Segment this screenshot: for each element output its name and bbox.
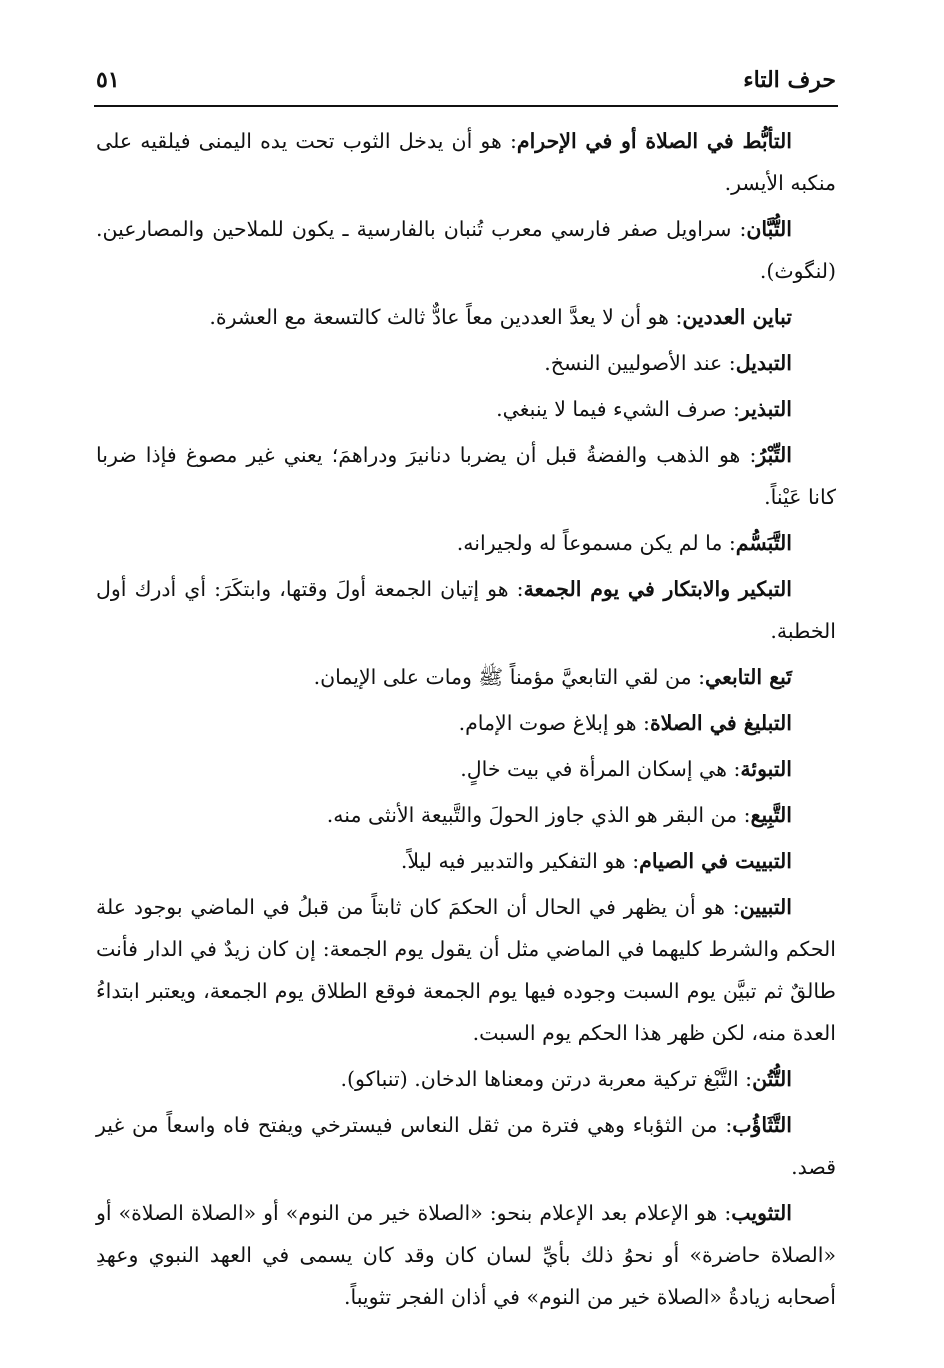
entry-definition: : من الثؤباء وهي فترة من ثقل النعاس فيسترخي ويفتح فاه واسعاً من غير قصد. (96, 1113, 836, 1179)
page-header (96, 62, 836, 102)
entry-term: تَبع التابعي (705, 665, 792, 689)
page-number: ٥١ (96, 67, 120, 93)
entry-definition: : هو الذهب والفضةُ قبل أن يضربا دنانيرَ ودراهمَ؛ يعني غير مصوغ فإذا ضربا كانا عَيْناً. (96, 443, 836, 509)
dictionary-entry (96, 208, 836, 292)
dictionary-entry (96, 1058, 836, 1100)
dictionary-entry (96, 434, 836, 518)
entry-definition: : هو إتيان الجمعة أولَ وقتها، وابتكَرَ: أي أدرك أول الخطبة. (96, 577, 836, 643)
dictionary-entries (96, 120, 836, 1322)
entry-definition: : عند الأصوليين النسخ. (544, 351, 736, 375)
entry-definition: : التَّبْغ تركية معربة درتن ومعناها الدخان. (تنباكو). (340, 1067, 753, 1091)
entry-term: التبليغ في الصلاة (649, 711, 792, 735)
entry-definition: : هو أن لا يعدَّ العددين معاً عادٌّ ثالث كالتسعة مع العشرة. (209, 305, 683, 329)
entry-term: التبذير (739, 397, 792, 421)
entry-term: التَّبِيع (750, 803, 792, 827)
entry-term: التثويب (731, 1201, 792, 1225)
entry-term: التبكير والابتكار في يوم الجمعة (523, 577, 792, 601)
dictionary-entry (96, 388, 836, 430)
entry-definition: : هو التفكير والتدبير فيه ليلاً. (400, 849, 640, 873)
entry-term: التبديل (735, 351, 792, 375)
dictionary-entry (96, 1104, 836, 1188)
entry-definition: : هو إبلاغ صوت الإمام. (458, 711, 650, 735)
dictionary-entry (96, 840, 836, 882)
entry-definition: : هو أن يدخل الثوب تحت يده اليمنى فيلقيه على منكبه الأيسر. (96, 129, 836, 195)
header-divider (94, 105, 838, 107)
dictionary-entry (96, 296, 836, 338)
entry-term: التِّبْرُ (756, 443, 792, 467)
dictionary-entry (96, 748, 836, 790)
entry-term: التَّثَاؤُب (732, 1113, 792, 1137)
dictionary-entry (96, 120, 836, 204)
dictionary-entry (96, 702, 836, 744)
dictionary-entry (96, 1192, 836, 1318)
dictionary-entry (96, 568, 836, 652)
dictionary-entry (96, 522, 836, 564)
entry-term: تباين العددين (682, 305, 792, 329)
entry-definition: : ما لم يكن مسموعاً له ولجيرانه. (456, 531, 736, 555)
entry-term: التُّتُن (752, 1067, 792, 1091)
entry-definition: : هو الإعلام بعد الإعلام بنحو: «الصلاة خير من النوم» أو «الصلاة الصلاة» أو «الصلاة حاضرة» أو نحوُ ذلك بأيِّ لسان كان وقد كان يسمى في العهد النبوي وعهدِ أصحابه زيادةُ «الصلاة خير من النوم» في أذان الفجر تثويباً. (96, 1201, 836, 1309)
entry-definition: : سراويل صفر فارسي معرب تُنبان بالفارسية ـ يكون للملاحين والمصارعين. (لنگوث). (96, 217, 836, 283)
dictionary-entry (96, 794, 836, 836)
entry-term: التُّبَّان (746, 217, 792, 241)
dictionary-entry (96, 886, 836, 1054)
entry-term: التأبُّط في الصلاة أو في الإحرام (516, 129, 792, 153)
section-title: حرف التاء (743, 67, 836, 93)
entry-term: التبيين (739, 895, 792, 919)
entry-term: التبييت في الصيام (639, 849, 792, 873)
entry-definition: : هو أن يظهر في الحال أن الحكمَ كان ثابتاً من قبلُ في الماضي بوجود علة الحكم والشرط كليهما في الماضي مثل أن يقول يوم الجمعة: إن كان زيدٌ في الدار فأنت طالقٌ ثم تبيَّن يوم السبت وجوده فيها يوم الجمعة فوقع الطلاق يوم الجمعة، ويعتبر ابتداءُ العدة منه، لكن ظهر هذا الحكم يوم السبت. (96, 895, 836, 1045)
dictionary-entry (96, 342, 836, 384)
entry-definition: : من لقي التابعيَّ مؤمناً ﷺ ومات على الإيمان. (313, 665, 705, 689)
entry-term: التَّبَسُّم (735, 531, 792, 555)
dictionary-entry (96, 656, 836, 698)
entry-definition: : صرف الشيء فيما لا ينبغي. (496, 397, 740, 421)
entry-term: التبوئة (740, 757, 792, 781)
entry-definition: : من البقر هو الذي جاوز الحولَ والتَّبيعة الأنثى منه. (326, 803, 751, 827)
entry-definition: : هي إسكان المرأة في بيت خالٍ. (460, 757, 741, 781)
